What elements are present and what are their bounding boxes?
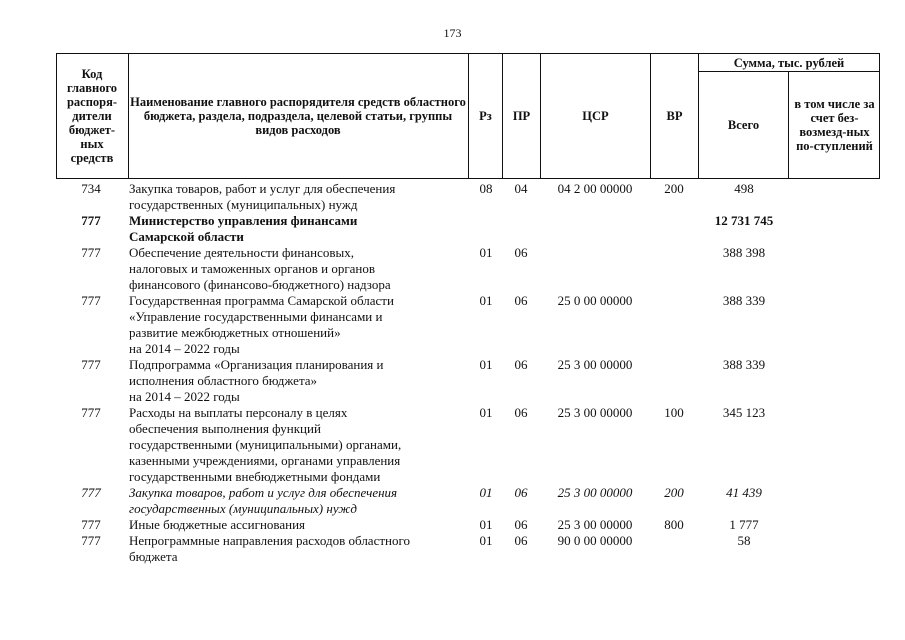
row-total: 388 398 bbox=[722, 245, 766, 260]
row-name-line: казенными учреждениями, органами управления bbox=[129, 453, 401, 468]
table-row bbox=[56, 293, 880, 357]
row-name-line: Самарской области bbox=[129, 229, 244, 244]
row-total: 41 439 bbox=[726, 485, 762, 500]
header-rz: Рз bbox=[479, 109, 492, 123]
row-name bbox=[129, 181, 469, 213]
row-vr: 200 bbox=[664, 485, 684, 500]
row-csr: 25 3 00 00000 bbox=[557, 357, 633, 372]
row-name-line: налоговых и таможенных органов и органов bbox=[129, 261, 376, 276]
row-rz: 01 bbox=[479, 293, 493, 308]
row-rz: 01 bbox=[479, 357, 493, 372]
row-name-line: на 2014 – 2022 годы bbox=[129, 389, 240, 404]
table-row bbox=[56, 533, 880, 565]
page-number: 173 bbox=[443, 26, 462, 40]
row-name-line: Расходы на выплаты персоналу в целях bbox=[129, 405, 348, 420]
row-name-line: государственных (муниципальных) нужд bbox=[129, 197, 358, 212]
row-vr: 100 bbox=[664, 405, 684, 420]
row-pr: 06 bbox=[514, 293, 528, 308]
row-code: 777 bbox=[81, 485, 101, 500]
row-pr: 06 bbox=[514, 485, 528, 500]
table-header bbox=[56, 53, 880, 179]
row-total: 1 777 bbox=[729, 517, 759, 532]
header-grants: в том числе за счет без-возмезд-ных по-ступлений bbox=[794, 97, 875, 153]
table-body bbox=[56, 181, 880, 565]
row-total: 388 339 bbox=[722, 293, 766, 308]
header-sum: Сумма, тыс. рублей bbox=[733, 55, 845, 70]
row-rz: 01 bbox=[479, 245, 493, 260]
row-name-line: финансового (финансово-бюджетного) надзора bbox=[129, 277, 391, 292]
row-rz: 01 bbox=[479, 405, 493, 420]
row-name-line: исполнения областного бюджета» bbox=[129, 373, 318, 388]
header-csr: ЦСР bbox=[582, 109, 609, 123]
row-name bbox=[129, 213, 469, 245]
row-rz: 01 bbox=[479, 517, 493, 532]
row-name bbox=[129, 357, 469, 405]
row-csr: 25 3 00 00000 bbox=[557, 405, 633, 420]
row-code: 734 bbox=[81, 181, 101, 196]
row-name-line: Подпрограмма «Организация планирования и bbox=[129, 357, 384, 372]
header-code: Код главного распоря-дители бюджет-ных средств bbox=[66, 67, 118, 165]
row-code: 777 bbox=[81, 533, 101, 548]
row-total: 58 bbox=[737, 533, 751, 548]
row-pr: 06 bbox=[514, 533, 528, 548]
row-csr: 25 3 00 00000 bbox=[557, 485, 633, 500]
table-row bbox=[56, 357, 880, 405]
row-code: 777 bbox=[81, 245, 101, 260]
row-name-line: государственными (муниципальными) органами, bbox=[129, 437, 402, 452]
row-name-line: Непрограммные направления расходов областного bbox=[129, 533, 410, 548]
table-row bbox=[56, 405, 880, 485]
row-csr: 25 0 00 00000 bbox=[557, 293, 633, 308]
row-csr: 04 2 00 00000 bbox=[557, 181, 633, 196]
row-total: 345 123 bbox=[722, 405, 766, 420]
header-pr: ПР bbox=[512, 109, 531, 123]
row-code: 777 bbox=[81, 517, 101, 532]
row-pr: 06 bbox=[514, 357, 528, 372]
row-csr: 90 0 00 00000 bbox=[557, 533, 633, 548]
row-code: 777 bbox=[81, 405, 101, 420]
row-pr: 06 bbox=[514, 517, 528, 532]
row-name-line: Иные бюджетные ассигнования bbox=[129, 517, 306, 532]
row-name-line: развитие межбюджетных отношений» bbox=[129, 325, 341, 340]
row-name bbox=[129, 405, 469, 485]
header-name: Наименование главного распорядителя средств областного бюджета, раздела, подраздела, целевой статьи, группы видов расходов bbox=[130, 95, 466, 137]
row-total: 498 bbox=[734, 181, 754, 196]
row-rz: 01 bbox=[479, 485, 493, 500]
row-code: 777 bbox=[81, 213, 101, 228]
row-name-line: на 2014 – 2022 годы bbox=[129, 341, 240, 356]
table-row bbox=[56, 181, 880, 213]
row-total: 388 339 bbox=[722, 357, 766, 372]
row-name-line: Закупка товаров, работ и услуг для обеспечения bbox=[129, 181, 396, 196]
row-total: 12 731 745 bbox=[714, 213, 774, 228]
table-row bbox=[56, 517, 880, 533]
row-name bbox=[129, 245, 469, 293]
table-row bbox=[56, 213, 880, 245]
row-rz: 08 bbox=[479, 181, 493, 196]
row-code: 777 bbox=[81, 293, 101, 308]
row-vr: 200 bbox=[664, 181, 684, 196]
header-vr: ВР bbox=[666, 109, 683, 123]
row-pr: 06 bbox=[514, 405, 528, 420]
row-csr: 25 3 00 00000 bbox=[557, 517, 633, 532]
row-vr: 800 bbox=[664, 517, 684, 532]
row-rz: 01 bbox=[479, 533, 493, 548]
row-name bbox=[129, 485, 469, 517]
row-name-line: государственных (муниципальных) нужд bbox=[129, 501, 357, 516]
row-name-line: Министерство управления финансами bbox=[129, 213, 358, 228]
row-name bbox=[129, 517, 469, 533]
row-name-line: Закупка товаров, работ и услуг для обеспечения bbox=[129, 485, 398, 500]
header-total: Всего bbox=[727, 118, 760, 132]
table-row bbox=[56, 245, 880, 293]
row-name-line: «Управление государственными финансами и bbox=[129, 309, 383, 324]
row-name bbox=[129, 533, 469, 565]
row-name-line: государственными внебюджетными фондами bbox=[129, 469, 381, 484]
table-row bbox=[56, 485, 880, 517]
row-name-line: Государственная программа Самарской области bbox=[129, 293, 394, 308]
row-name-line: обеспечения выполнения функций bbox=[129, 421, 321, 436]
row-name-line: Обеспечение деятельности финансовых, bbox=[129, 245, 354, 260]
row-name-line: бюджета bbox=[129, 549, 178, 564]
row-name bbox=[129, 293, 469, 357]
row-pr: 04 bbox=[514, 181, 528, 196]
row-code: 777 bbox=[81, 357, 101, 372]
row-pr: 06 bbox=[514, 245, 528, 260]
